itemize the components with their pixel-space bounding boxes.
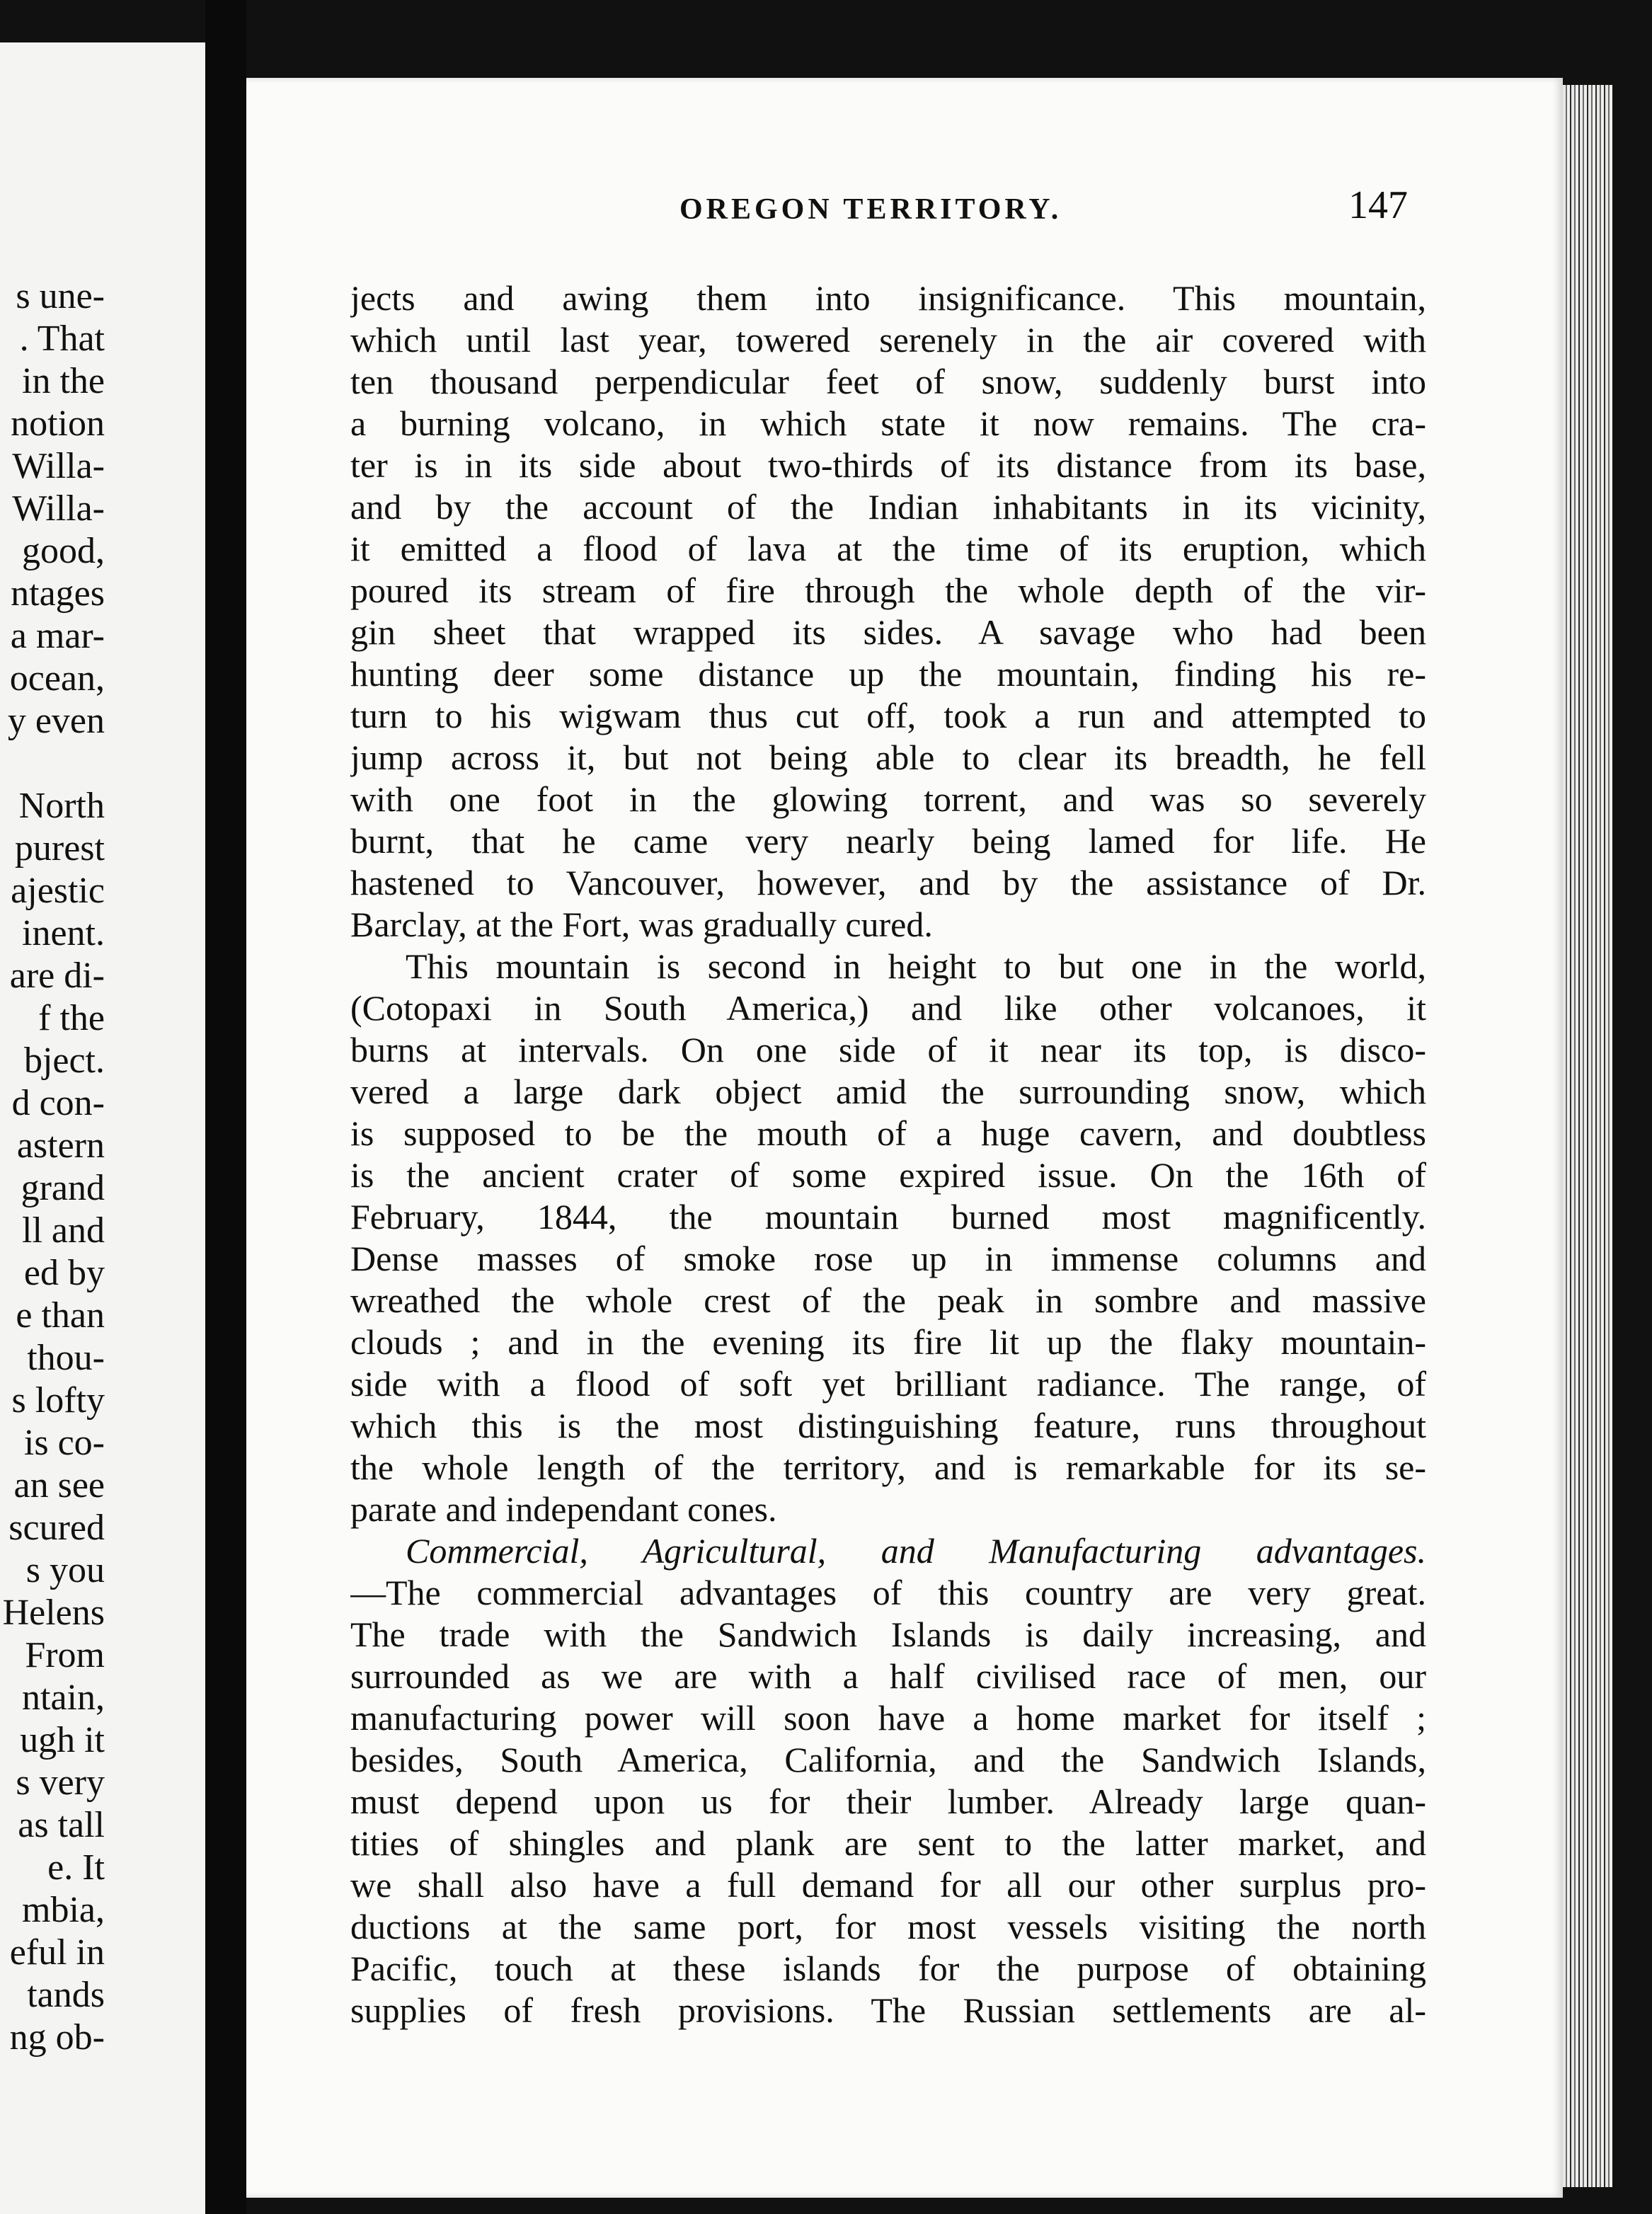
page-number: 147 xyxy=(1348,183,1408,227)
left-page-fragment: y even xyxy=(7,701,105,741)
running-head: OREGON TERRITORY. xyxy=(679,193,1062,226)
left-page-fragment: d con- xyxy=(11,1083,105,1123)
left-page-fragment: ntages xyxy=(11,573,105,614)
left-page-fragment: tands xyxy=(27,1975,105,2015)
page-edges xyxy=(1563,85,1612,2187)
text-line: burnt, that he came very nearly being lamed for life. He xyxy=(350,821,1426,861)
text-line: tities of shingles and plank are sent to the latter market, and xyxy=(350,1823,1426,1863)
left-page-fragment: s you xyxy=(25,1550,105,1590)
left-page-fragment: a mar- xyxy=(10,616,105,656)
text-line: which until last year, towered serenely in the air covered with xyxy=(350,320,1426,360)
book-gutter xyxy=(205,0,246,2214)
text-line: gin sheet that wrapped its sides. A savage who had been xyxy=(350,612,1426,652)
left-page-fragment: ng ob- xyxy=(9,2017,105,2058)
text-line: jects and awing them into insignificance. This mountain, xyxy=(350,278,1426,318)
left-page-fragment: good, xyxy=(22,531,105,571)
left-page-fragment: notion xyxy=(11,403,105,444)
left-page-fragment: Helens xyxy=(2,1593,105,1633)
left-page-fragment: s une- xyxy=(16,276,105,316)
facing-page xyxy=(0,42,205,2214)
text-line: and by the account of the Indian inhabitants in its vicinity, xyxy=(350,487,1426,527)
text-line: jump across it, but not being able to clear its breadth, he fell xyxy=(350,738,1426,777)
left-page-fragment: Willa- xyxy=(12,488,105,529)
left-page-fragment: grand xyxy=(21,1168,105,1208)
text-line: (Cotopaxi in South America,) and like other volcanoes, it xyxy=(350,988,1426,1028)
text-line: we shall also have a full demand for all our other surplus pro- xyxy=(350,1865,1426,1905)
text-line: poured its stream of fire through the whole depth of the vir- xyxy=(350,570,1426,610)
left-page-fragment: astern xyxy=(16,1125,105,1166)
text-line: besides, South America, California, and the Sandwich Islands, xyxy=(350,1740,1426,1779)
left-page-fragment: North xyxy=(18,786,105,826)
left-page-fragment: purest xyxy=(14,828,105,868)
text-line: which this is the most distinguishing feature, runs throughout xyxy=(350,1406,1426,1445)
left-page-fragment: ll and xyxy=(22,1210,105,1251)
text-line: —The commercial advantages of this country are very great. xyxy=(350,1573,1426,1612)
text-line: it emitted a flood of lava at the time of its eruption, which xyxy=(350,529,1426,568)
left-page-fragment: an see xyxy=(13,1465,105,1505)
text-line: ten thousand perpendicular feet of snow, suddenly burst into xyxy=(350,362,1426,401)
text-line: wreathed the whole crest of the peak in sombre and massive xyxy=(350,1280,1426,1320)
left-page-fragment: ed by xyxy=(23,1253,105,1293)
text-line: is the ancient crater of some expired issue. On the 16th of xyxy=(350,1155,1426,1195)
text-line: Barclay, at the Fort, was gradually cured. xyxy=(350,905,933,944)
left-page-fragment: are di- xyxy=(9,956,105,996)
left-page-fragment: f the xyxy=(38,998,105,1038)
left-page-fragment: . That xyxy=(19,319,105,359)
left-page-fragment: as tall xyxy=(18,1805,105,1845)
body-text xyxy=(350,277,1426,2031)
left-page-fragment: ugh it xyxy=(20,1720,105,1760)
left-page-fragment: bject. xyxy=(23,1040,105,1081)
left-page-fragment: thou- xyxy=(27,1338,105,1378)
text-line: the whole length of the territory, and is remarkable for its se- xyxy=(350,1447,1426,1487)
left-page-fragment: inent. xyxy=(22,913,105,953)
left-page-fragment: s very xyxy=(16,1762,105,1803)
text-line: Dense masses of smoke rose up in immense columns and xyxy=(350,1239,1426,1278)
text-line: turn to his wigwam thus cut off, took a run and attempted to xyxy=(350,696,1426,735)
text-line: February, 1844, the mountain burned most magnificently. xyxy=(350,1197,1426,1237)
text-line: Pacific, touch at these islands for the purpose of obtaining xyxy=(350,1949,1426,1988)
text-line: This mountain is second in height to but one in the world, xyxy=(406,946,1426,986)
left-page-fragment: e. It xyxy=(47,1847,105,1888)
text-line: clouds ; and in the evening its fire lit up the flaky mountain- xyxy=(350,1322,1426,1362)
text-line: parate and independant cones. xyxy=(350,1489,777,1529)
text-line: is supposed to be the mouth of a huge cavern, and doubtless xyxy=(350,1113,1426,1153)
left-page-fragment: From xyxy=(25,1635,105,1675)
text-line: vered a large dark object amid the surrounding snow, which xyxy=(350,1072,1426,1111)
text-line: surrounded as we are with a half civilised race of men, our xyxy=(350,1656,1426,1696)
left-page-fragment: Willa- xyxy=(12,446,105,486)
text-line: ter is in its side about two-thirds of its distance from its base, xyxy=(350,445,1426,485)
text-line: burns at intervals. On one side of it near its top, is disco- xyxy=(350,1030,1426,1069)
left-page-fragment: mbia, xyxy=(22,1890,105,1930)
left-page-fragment: in the xyxy=(22,361,105,401)
left-page-fragment: s lofty xyxy=(11,1380,105,1421)
left-page-fragment: ntain, xyxy=(22,1677,105,1718)
text-line: The trade with the Sandwich Islands is daily increasing, and xyxy=(350,1614,1426,1654)
text-line: side with a flood of soft yet brilliant radiance. The range, of xyxy=(350,1364,1426,1404)
left-page-fragment: eful in xyxy=(9,1932,105,1973)
left-page-fragment: ajestic xyxy=(11,871,105,911)
text-line: a burning volcano, in which state it now remains. The cra- xyxy=(350,403,1426,443)
text-line: supplies of fresh provisions. The Russian settlements are al- xyxy=(350,1990,1426,2030)
text-line: manufacturing power will soon have a home market for itself ; xyxy=(350,1698,1426,1738)
section-heading: Commercial, Agricultural, and Manufacturing advantages. xyxy=(406,1531,1426,1571)
text-line: hastened to Vancouver, however, and by the assistance of Dr. xyxy=(350,863,1426,902)
text-line: hunting deer some distance up the mountain, finding his re- xyxy=(350,654,1426,694)
text-line: ductions at the same port, for most vessels visiting the north xyxy=(350,1907,1426,1946)
left-page-fragment: scured xyxy=(8,1508,105,1548)
left-page-fragment: is co- xyxy=(23,1423,105,1463)
left-page-fragment: e than xyxy=(16,1295,105,1336)
left-page-fragment: ocean, xyxy=(9,658,105,699)
text-line: must depend upon us for their lumber. Already large quan- xyxy=(350,1782,1426,1821)
text-line: with one foot in the glowing torrent, and was so severely xyxy=(350,779,1426,819)
